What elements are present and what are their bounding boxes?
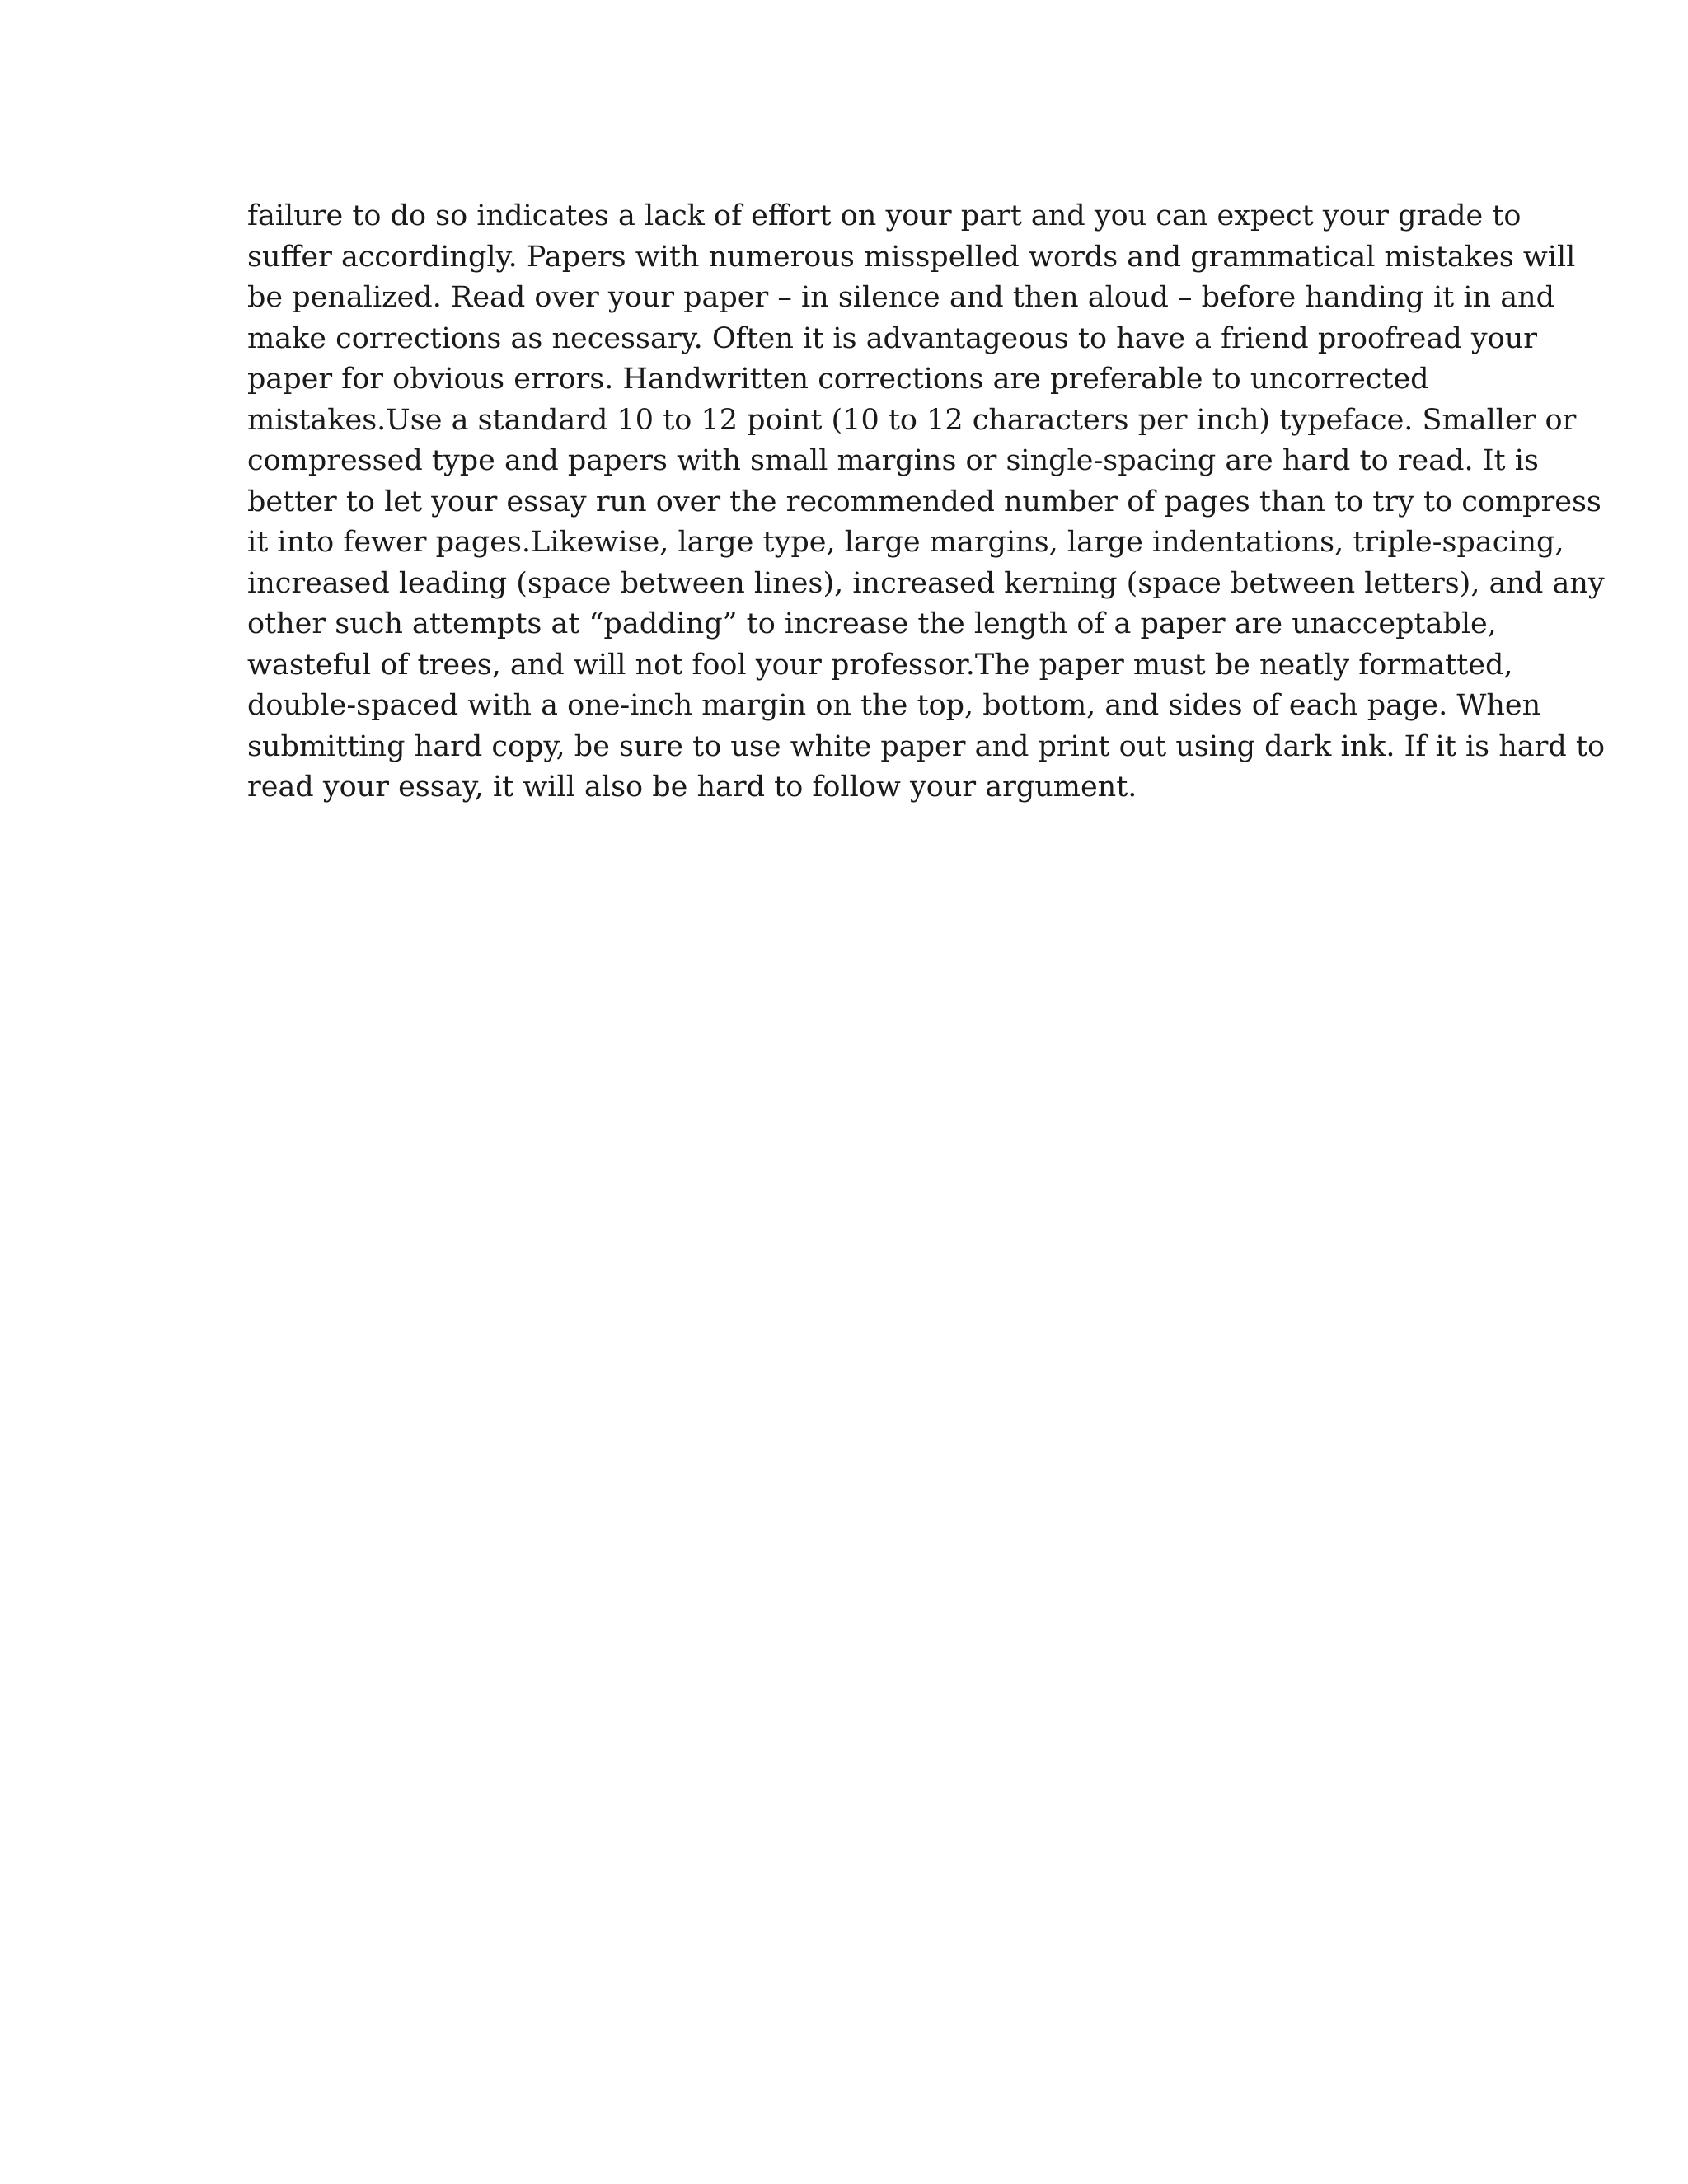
- paragraph-line: double-spaced with a one-inch margin on the top, bottom, and sides of each page. When: [247, 689, 1541, 722]
- paragraph-line: failure to do so indicates a lack of effort on your part and you can expect your grade to: [247, 199, 1522, 232]
- paragraph-line: wasteful of trees, and will not fool your professor.The paper must be neatly formatted,: [247, 648, 1513, 682]
- paragraph-line: better to let your essay run over the recommended number of pages than to try to compress: [247, 485, 1601, 518]
- paragraph-line: other such attempts at “padding” to increase the length of a paper are unacceptable,: [247, 607, 1497, 640]
- body-paragraph: [247, 196, 1606, 808]
- paragraph-line: suffer accordingly. Papers with numerous misspelled words and grammatical mistakes will: [247, 240, 1576, 274]
- paragraph-line: mistakes.Use a standard 10 to 12 point (10 to 12 characters per inch) typeface. Smaller or: [247, 403, 1577, 437]
- paragraph-line: submitting hard copy, be sure to use white paper and print out using dark ink. If it is hard to: [247, 729, 1606, 763]
- paragraph-line: make corrections as necessary. Often it is advantageous to have a friend proofread your: [247, 321, 1538, 355]
- paragraph-line: paper for obvious errors. Handwritten corrections are preferable to uncorrected: [247, 363, 1429, 396]
- paragraph-line: read your essay, it will also be hard to follow your argument.: [247, 771, 1137, 804]
- paragraph-line: it into fewer pages.Likewise, large type, large margins, large indentations, triple-spacing,: [247, 526, 1564, 559]
- paragraph-line: compressed type and papers with small margins or single-spacing are hard to read. It is: [247, 444, 1539, 477]
- paragraph-line: be penalized. Read over your paper – in silence and then aloud – before handing it in and: [247, 281, 1555, 314]
- paragraph-line: increased leading (space between lines), increased kerning (space between letters), and any: [247, 566, 1605, 600]
